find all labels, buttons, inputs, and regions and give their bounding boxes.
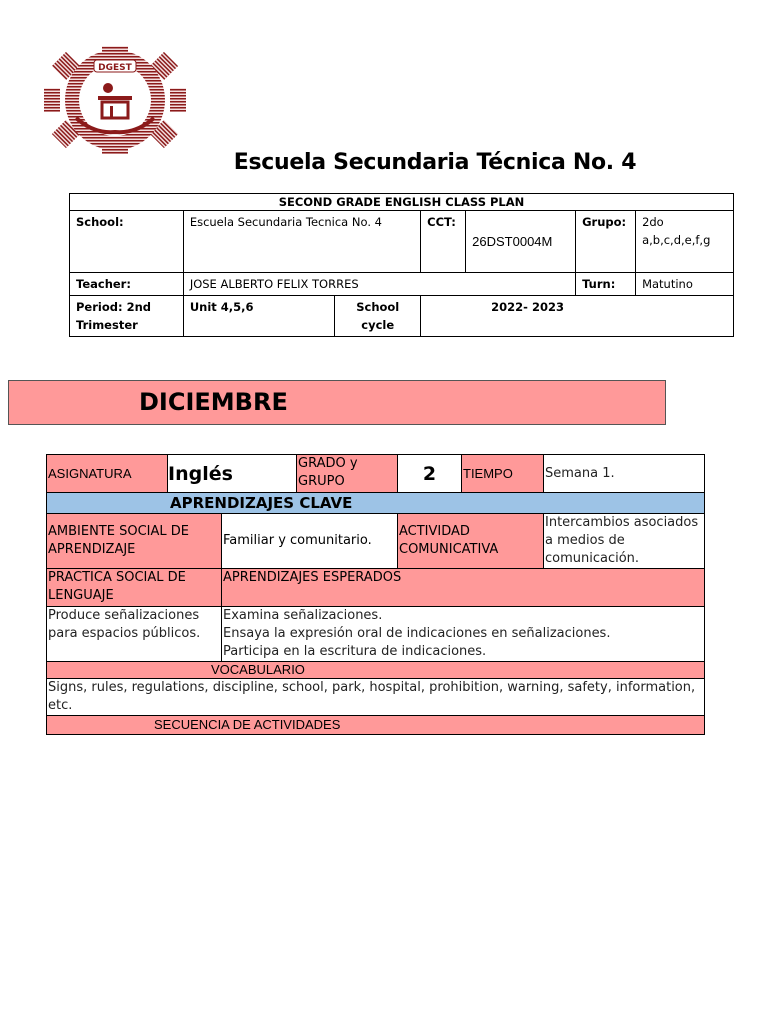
school-value: Escuela Secundaria Tecnica No. 4 [183,211,420,273]
school-title: Escuela Secundaria Técnica No. 4 [233,150,637,175]
esperado-item: Ensaya la expresión oral de indicaciones en señalizaciones. [223,626,611,641]
school-label: School: [70,211,184,273]
esperados-label: APRENDIZAJES ESPERADOS [222,569,705,607]
esperados-list [222,607,705,662]
grado-label: GRADO y GRUPO [297,455,398,493]
turn-label: Turn: [576,273,636,296]
grado-value: 2 [398,455,462,493]
ambiente-label: AMBIENTE SOCIAL DE APRENDIZAJE [47,514,222,569]
esperado-item: Examina señalizaciones. [223,608,383,623]
vocabulario-value: Signs, rules, regulations, discipline, school, park, hospital, prohibition, warning, safety, information, etc. [47,679,705,716]
cycle-value: 2022- 2023 [421,296,734,337]
ambiente-value: Familiar y comunitario. [222,514,398,569]
esperado-item: Participa en la escritura de indicaciones. [223,644,487,659]
grupo-value: 2do a,b,c,d,e,f,g [636,211,734,273]
tiempo-value: Semana 1. [544,455,705,493]
actividad-value: Intercambios asociados a medios de comunicación. [544,514,705,569]
teacher-label: Teacher: [70,273,184,296]
plan-heading: SECOND GRADE ENGLISH CLASS PLAN [70,194,734,211]
dgest-logo [42,44,190,156]
month-banner [8,380,666,425]
asignatura-label: ASIGNATURA [47,455,168,493]
logo-text: DGEST [98,63,132,73]
vocabulario-label: VOCABULARIO [47,662,705,679]
actividad-label: ACTIVIDAD COMUNICATIVA [398,514,544,569]
cct-value: 26DST0004M [466,211,576,273]
month-title: DICIEMBRE [139,388,288,416]
class-plan-table [69,193,734,337]
practica-value: Produce señalizaciones para espacios públicos. [47,607,222,662]
grupo-label: Grupo: [576,211,636,273]
turn-value: Matutino [636,273,734,296]
tiempo-label: TIEMPO [462,455,544,493]
practica-label: PRACTICA SOCIAL DE LENGUAJE [47,569,222,607]
asignatura-value: Inglés [168,455,297,493]
cycle-label: School cycle [335,296,421,337]
period-label: Period: 2nd Trimester [70,296,184,337]
aprendizajes-clave: APRENDIZAJES CLAVE [47,493,705,514]
activity-table [46,454,705,735]
teacher-value: JOSE ALBERTO FELIX TORRES [183,273,575,296]
unit-value: Unit 4,5,6 [183,296,335,337]
cct-label: CCT: [421,211,466,273]
secuencia-label: SECUENCIA DE ACTIVIDADES [47,716,705,735]
